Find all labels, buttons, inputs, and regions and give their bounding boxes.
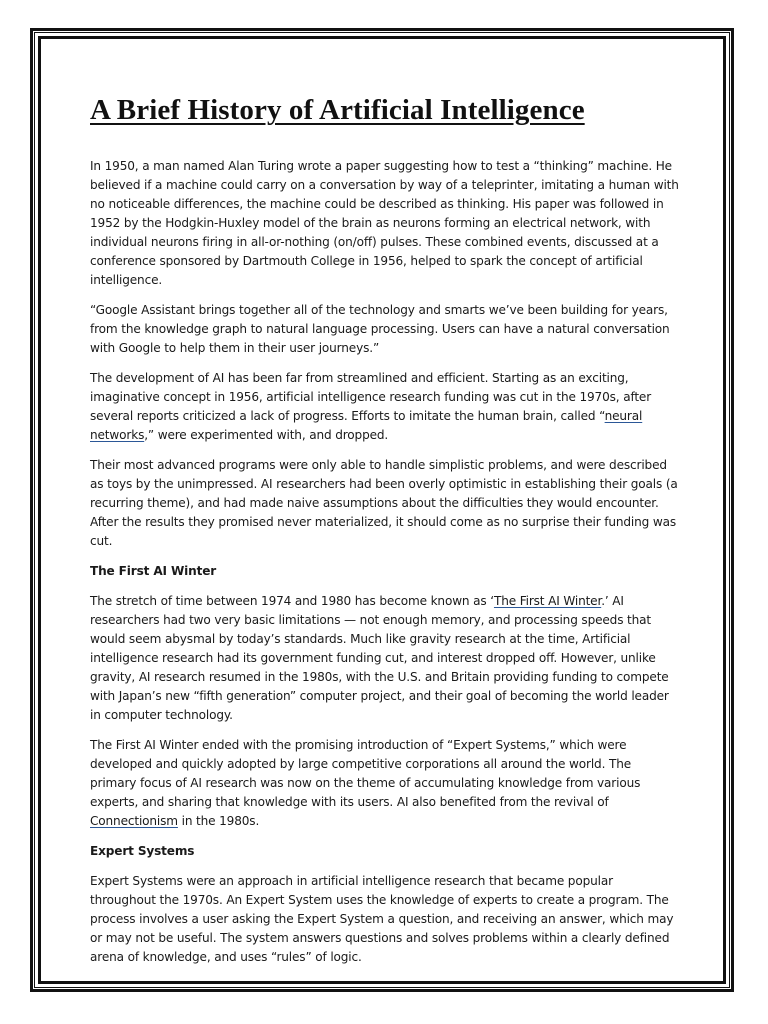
paragraph-text: The development of AI has been far from streamlined and efficient. Starting as an exciting, imaginative concept in 1956, artificial intelligence research funding was cut in the 1970s, after several reports criticized a lack of progress. Efforts to imitate the human brain, called “ (90, 371, 652, 423)
link-neural-networks[interactable]: neural networks (90, 409, 643, 442)
paragraph-text: in the 1980s. (177, 814, 260, 828)
paragraph-development (90, 369, 680, 445)
heading-first-ai-winter: The First AI Winter (90, 564, 217, 578)
paragraph-text: The First AI Winter ended with the promising introduction of “Expert Systems,” which were developed and quickly adopted by large competitive corporations all around the world. The primary focus of AI research was now on the theme of accumulating knowledge from various experts, and sharing that knowledge with its users. AI also benefited from the revival of (90, 738, 641, 809)
paragraph-text: ,” were experimented with, and dropped. (144, 428, 389, 442)
paragraph-winter-ended (90, 736, 680, 831)
paragraph-expert-systems: Expert Systems were an approach in artificial intelligence research that became popular throughout the 1970s. An Expert System uses the knowledge of experts to create a program. The process involves a user asking the Expert System a question, and receiving an answer, which may or may not be useful. The system answers questions and solves problems within a clearly defined arena of knowledge, and uses “rules” of logic. (90, 874, 674, 964)
link-first-ai-winter[interactable]: The First AI Winter (493, 594, 602, 608)
document-title: A Brief History of Artificial Intelligence (90, 94, 585, 126)
document-body (90, 94, 680, 978)
paragraph-turing: In 1950, a man named Alan Turing wrote a paper suggesting how to test a “thinking” machine. He believed if a machine could carry on a conversation by way of a teleprinter, imitating a human with no noticeable differences, the machine could be described as thinking. His paper was followed in 1952 by the Hodgkin-Huxley model of the brain as neurons forming an electrical network, with individual neurons firing in all-or-nothing (on/off) pulses. These combined events, discussed at a conference sponsored by Dartmouth College in 1956, helped to spark the concept of artificial intelligence. (90, 159, 679, 287)
paragraph-text: .’ AI researchers had two very basic limitations — not enough memory, and processing speeds that would seem abysmal by today’s standards. Much like gravity research at the time, Artificial intelligence research had its government funding cut, and interest dropped off. However, unlike gravity, AI research resumed in the 1980s, with the U.S. and Britain providing funding to compete with Japan’s new “fifth generation” computer project, and their goal of becoming the world leader in computer technology. (90, 594, 669, 722)
link-connectionism[interactable]: Connectionism (90, 814, 178, 828)
paragraph-first-winter (90, 592, 680, 725)
paragraph-google-quote: “Google Assistant brings together all of the technology and smarts we’ve been building for years, from the knowledge graph to natural language processing. Users can have a natural conversation with Google to help them in their user journeys.” (90, 303, 670, 355)
paragraph-advanced-programs: Their most advanced programs were only able to handle simplistic problems, and were described as toys by the unimpressed. AI researchers had been overly optimistic in establishing their goals (a recurring theme), and had made naive assumptions about the difficulties they would encounter. After the results they promised never materialized, it should come as no surprise their funding was cut. (90, 458, 678, 548)
heading-expert-systems: Expert Systems (90, 844, 195, 858)
paragraph-text: The stretch of time between 1974 and 1980 has become known as ‘ (90, 594, 494, 608)
